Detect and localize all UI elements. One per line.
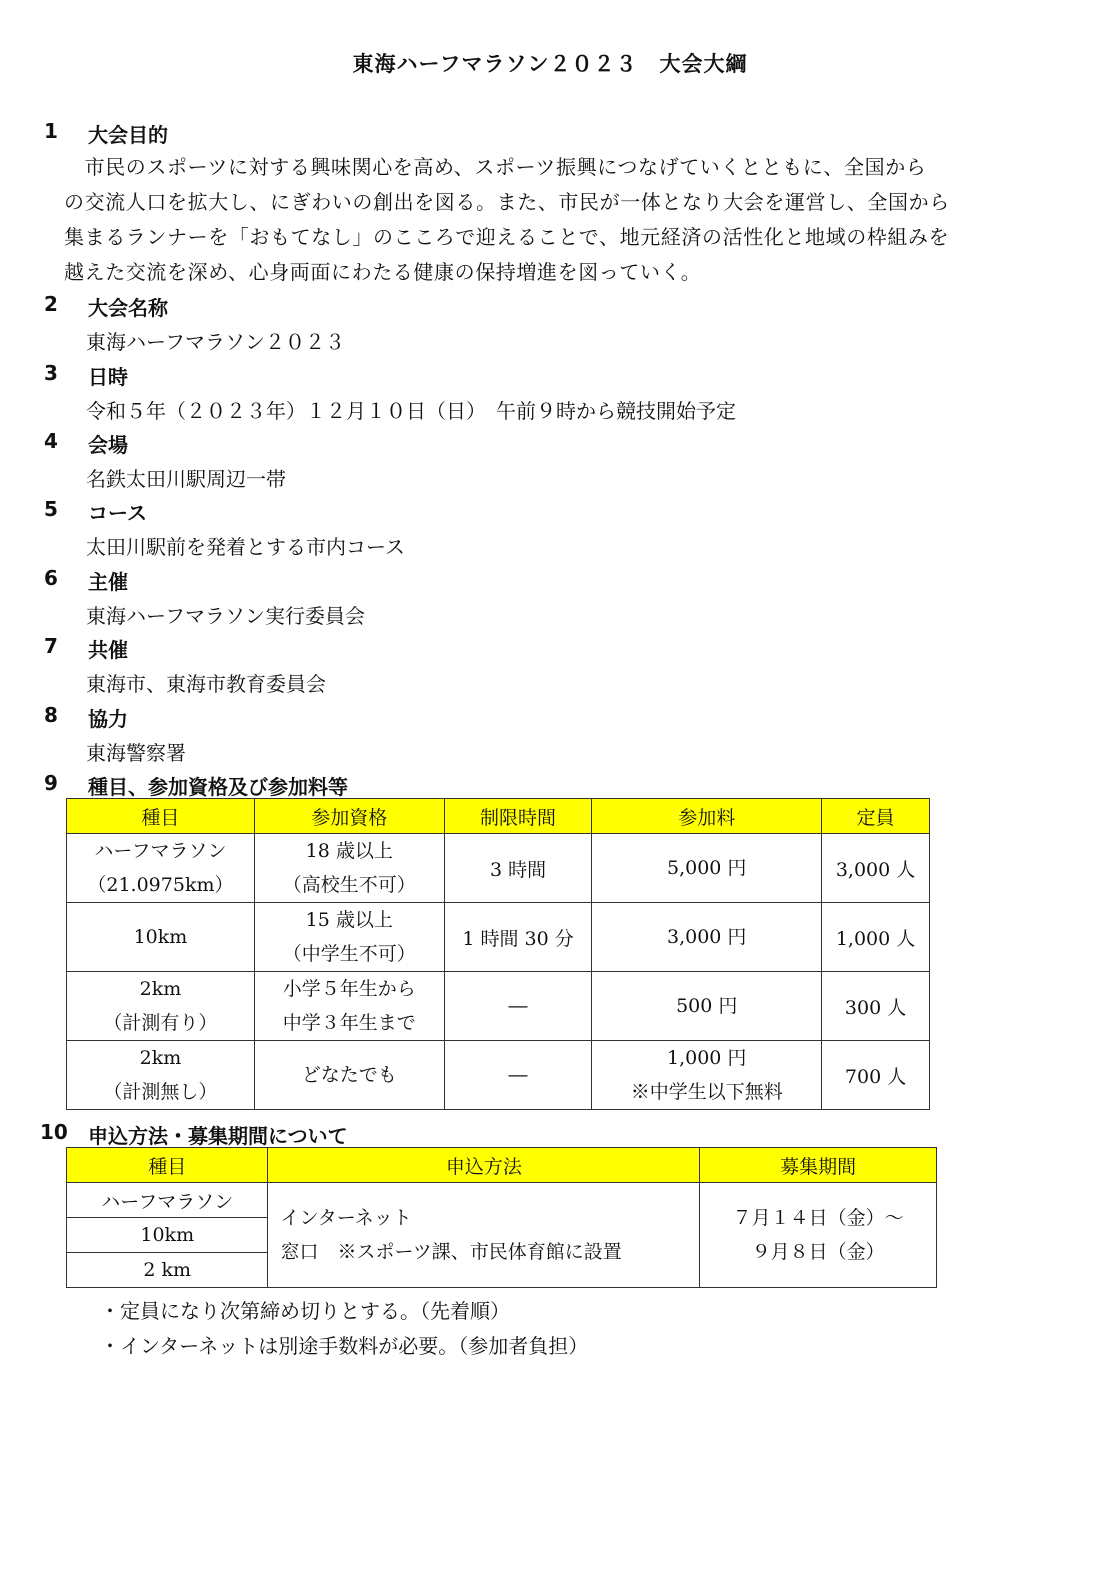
document-title: 東海ハーフマラソン２０２３ 大会大綱: [352, 52, 748, 76]
section-title: 大会目的: [88, 123, 168, 147]
eligibility-cell: [254, 834, 444, 903]
event-name-text: 東海ハーフマラソン２０２３: [86, 330, 345, 354]
time-limit-cell: ―: [444, 1041, 592, 1110]
cooperation-text: 東海警察署: [86, 741, 186, 765]
application-table: [66, 1147, 937, 1288]
time-limit-cell: 1 時間 30 分: [444, 903, 592, 972]
section-title: 大会名称: [88, 296, 168, 320]
section-number: 3: [44, 361, 58, 385]
cell-line: （高校生不可）: [282, 874, 416, 896]
section-title: 日時: [88, 365, 128, 389]
cell-line: ７月１４日（金）～: [732, 1207, 904, 1229]
section-title: 会場: [88, 433, 128, 457]
column-header: 申込方法: [268, 1148, 700, 1183]
column-header: 募集期間: [700, 1148, 937, 1183]
section-title: 種目、参加資格及び参加料等: [88, 775, 348, 799]
cell-line: 10km: [133, 926, 188, 948]
eligibility-cell: [254, 1041, 444, 1110]
section-number: 2: [44, 292, 58, 316]
cell-line: 1,000 円: [667, 1047, 747, 1069]
eligibility-cell: [254, 972, 444, 1041]
events-table: [66, 798, 930, 1110]
fee-cell: [592, 834, 822, 903]
section-number: 6: [44, 566, 58, 590]
table-row: [67, 834, 930, 903]
section-title: 申込方法・募集期間について: [88, 1124, 348, 1148]
section-title: 共催: [88, 638, 128, 662]
cell-line: 500 円: [676, 995, 738, 1017]
section-number: 5: [44, 497, 58, 521]
cell-line: 5,000 円: [667, 857, 747, 879]
note-line: ・定員になり次第締め切りとする。（先着順）: [100, 1299, 510, 1323]
cell-line: どなたでも: [301, 1064, 397, 1086]
column-header: 制限時間: [444, 799, 592, 834]
column-header: 種目: [67, 799, 255, 834]
fee-cell: [592, 903, 822, 972]
paragraph-line: 市民のスポーツに対する興味関心を高め、スポーツ振興につなげていくとともに、全国から: [64, 155, 927, 179]
event-cell: 10km: [67, 1218, 268, 1253]
cell-line: （中学生不可）: [282, 943, 416, 965]
cell-line: 18 歳以上: [305, 840, 393, 862]
note-line: ・インターネットは別途手数料が必要。（参加者負担）: [100, 1334, 589, 1358]
cell-line: （計測無し）: [103, 1081, 218, 1103]
section-title: 主催: [88, 570, 128, 594]
cell-line: 3,000 円: [667, 926, 747, 948]
event-cell: [67, 903, 255, 972]
section-number: 9: [44, 771, 58, 795]
section-number: 10: [40, 1120, 68, 1144]
table-row: [67, 972, 930, 1041]
table-row: [67, 1183, 937, 1218]
paragraph-line: 越えた交流を深め、心身両面にわたる健康の保持増進を図っていく。: [64, 260, 702, 284]
section-title: 協力: [88, 707, 128, 731]
cell-line: 2km: [139, 1047, 182, 1069]
venue-text: 名鉄太田川駅周辺一帯: [86, 467, 286, 491]
section-number: 4: [44, 429, 58, 453]
cell-line: ハーフマラソン: [94, 840, 227, 862]
capacity-cell: 1,000 人: [822, 903, 930, 972]
time-limit-cell: ―: [444, 972, 592, 1041]
purpose-paragraph: [64, 150, 1044, 290]
capacity-cell: 700 人: [822, 1041, 930, 1110]
section-number: 7: [44, 634, 58, 658]
event-cell: 2 km: [67, 1253, 268, 1288]
section-title: コース: [88, 501, 147, 525]
date-text: 令和５年（２０２３年）１２月１０日（日） 午前９時から競技開始予定: [86, 399, 736, 423]
fee-cell: [592, 1041, 822, 1110]
cell-line: 中学３年生まで: [282, 1012, 416, 1034]
cell-line: （21.0975km）: [87, 874, 234, 896]
organizer-text: 東海ハーフマラソン実行委員会: [86, 604, 365, 628]
table-row: [67, 1041, 930, 1110]
section-number: 8: [44, 703, 58, 727]
table-header-row: [67, 1148, 937, 1183]
cell-line: ９月８日（金）: [751, 1241, 885, 1263]
column-header: 参加資格: [254, 799, 444, 834]
paragraph-line: 集まるランナーを「おもてなし」のこころで迎えることで、地元経済の活性化と地域の枠組みを: [64, 225, 950, 249]
cell-line: 2km: [139, 978, 182, 1000]
column-header: 参加料: [592, 799, 822, 834]
cell-line: 窓口 ※スポーツ課、市民体育館に設置: [280, 1241, 622, 1263]
section-number: 1: [44, 119, 58, 143]
event-cell: [67, 972, 255, 1041]
event-cell: [67, 1041, 255, 1110]
capacity-cell: 300 人: [822, 972, 930, 1041]
method-cell: [268, 1183, 700, 1288]
cell-line: 小学５年生から: [282, 978, 416, 1000]
event-cell: [67, 834, 255, 903]
eligibility-cell: [254, 903, 444, 972]
fee-cell: [592, 972, 822, 1041]
cell-line: 15 歳以上: [305, 909, 393, 931]
time-limit-cell: 3 時間: [444, 834, 592, 903]
table-row: [67, 903, 930, 972]
column-header: 種目: [67, 1148, 268, 1183]
paragraph-line: の交流人口を拡大し、にぎわいの創出を図る。また、市民が一体となり大会を運営し、全国から: [64, 190, 950, 214]
event-cell: ハーフマラソン: [67, 1183, 268, 1218]
cell-line: ※中学生以下無料: [630, 1081, 783, 1103]
column-header: 定員: [822, 799, 930, 834]
table-header-row: [67, 799, 930, 834]
cell-line: （計測有り）: [103, 1012, 218, 1034]
course-text: 太田川駅前を発着とする市内コース: [86, 535, 405, 559]
cell-line: インターネット: [280, 1207, 412, 1229]
capacity-cell: 3,000 人: [822, 834, 930, 903]
period-cell: [700, 1183, 937, 1288]
co-organizer-text: 東海市、東海市教育委員会: [86, 672, 326, 696]
